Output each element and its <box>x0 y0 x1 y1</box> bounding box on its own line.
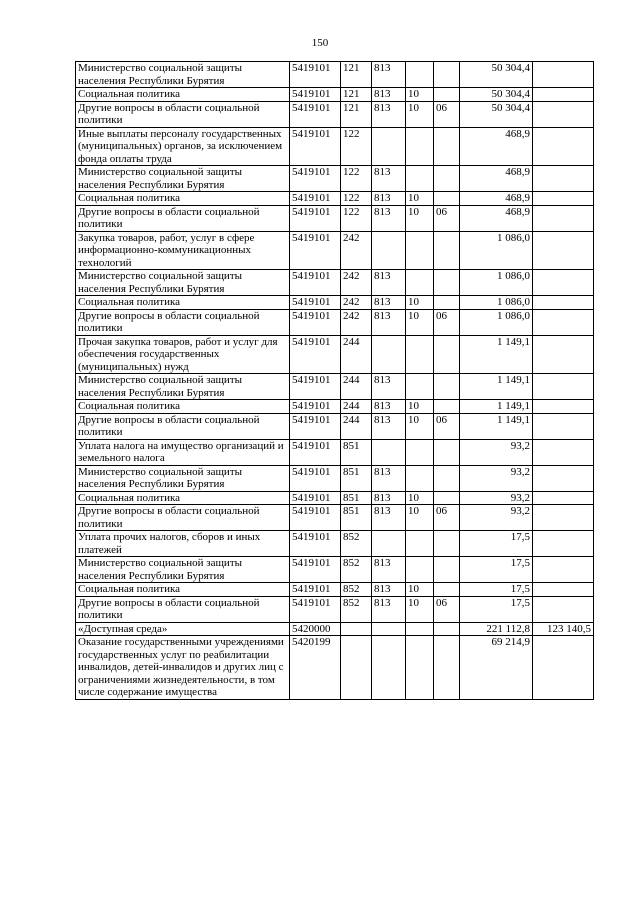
administrator-code-cell: 813 <box>372 270 406 296</box>
expense-type-cell: 122 <box>341 127 372 166</box>
row-name-cell: Министерство социальной защиты населения Республики Бурятия <box>76 557 290 583</box>
subsection-cell <box>434 531 460 557</box>
section-cell: 10 <box>406 205 434 231</box>
row-name-cell: Социальная политика <box>76 400 290 414</box>
target-article-cell: 5420199 <box>290 636 341 700</box>
target-article-cell: 5419101 <box>290 127 341 166</box>
administrator-code-cell <box>372 127 406 166</box>
extra-amount-cell <box>533 596 594 622</box>
table-row <box>76 622 594 636</box>
section-cell: 10 <box>406 583 434 597</box>
extra-amount-cell <box>533 296 594 310</box>
target-article-cell: 5419101 <box>290 270 341 296</box>
subsection-cell <box>434 62 460 88</box>
table-row <box>76 270 594 296</box>
row-name-cell: Другие вопросы в области социальной политики <box>76 101 290 127</box>
subsection-cell <box>434 583 460 597</box>
section-cell: 10 <box>406 296 434 310</box>
table-row <box>76 335 594 374</box>
section-cell <box>406 270 434 296</box>
target-article-cell: 5419101 <box>290 491 341 505</box>
subsection-cell <box>434 270 460 296</box>
section-cell: 10 <box>406 88 434 102</box>
amount-cell: 93,2 <box>460 465 533 491</box>
administrator-code-cell: 813 <box>372 400 406 414</box>
table-row <box>76 465 594 491</box>
target-article-cell: 5419101 <box>290 557 341 583</box>
table-row <box>76 231 594 270</box>
administrator-code-cell <box>372 622 406 636</box>
administrator-code-cell: 813 <box>372 192 406 206</box>
extra-amount-cell <box>533 583 594 597</box>
extra-amount-cell <box>533 101 594 127</box>
budget-table-body <box>76 62 594 700</box>
amount-cell: 468,9 <box>460 166 533 192</box>
table-row <box>76 400 594 414</box>
table-row <box>76 88 594 102</box>
target-article-cell: 5419101 <box>290 166 341 192</box>
amount-cell: 1 086,0 <box>460 309 533 335</box>
target-article-cell: 5419101 <box>290 296 341 310</box>
amount-cell: 93,2 <box>460 505 533 531</box>
section-cell <box>406 531 434 557</box>
extra-amount-cell <box>533 166 594 192</box>
target-article-cell: 5419101 <box>290 62 341 88</box>
table-row <box>76 557 594 583</box>
row-name-cell: Социальная политика <box>76 296 290 310</box>
section-cell <box>406 557 434 583</box>
expense-type-cell: 121 <box>341 101 372 127</box>
table-row <box>76 374 594 400</box>
row-name-cell: Министерство социальной защиты населения Республики Бурятия <box>76 465 290 491</box>
section-cell <box>406 62 434 88</box>
target-article-cell: 5419101 <box>290 583 341 597</box>
expense-type-cell: 244 <box>341 400 372 414</box>
extra-amount-cell <box>533 335 594 374</box>
expense-type-cell <box>341 622 372 636</box>
expense-type-cell: 242 <box>341 270 372 296</box>
section-cell: 10 <box>406 101 434 127</box>
amount-cell: 50 304,4 <box>460 88 533 102</box>
administrator-code-cell: 813 <box>372 205 406 231</box>
section-cell: 10 <box>406 309 434 335</box>
table-row <box>76 192 594 206</box>
subsection-cell <box>434 622 460 636</box>
administrator-code-cell: 813 <box>372 296 406 310</box>
administrator-code-cell: 813 <box>372 505 406 531</box>
target-article-cell: 5419101 <box>290 374 341 400</box>
row-name-cell: Закупка товаров, работ, услуг в сфере информационно-коммуникационных технологий <box>76 231 290 270</box>
row-name-cell: Другие вопросы в области социальной политики <box>76 596 290 622</box>
expense-type-cell: 121 <box>341 62 372 88</box>
subsection-cell <box>434 88 460 102</box>
administrator-code-cell <box>372 439 406 465</box>
target-article-cell: 5419101 <box>290 465 341 491</box>
amount-cell: 468,9 <box>460 192 533 206</box>
extra-amount-cell <box>533 270 594 296</box>
amount-cell: 1 086,0 <box>460 231 533 270</box>
table-row <box>76 296 594 310</box>
target-article-cell: 5419101 <box>290 309 341 335</box>
subsection-cell <box>434 335 460 374</box>
extra-amount-cell <box>533 413 594 439</box>
row-name-cell: Социальная политика <box>76 491 290 505</box>
administrator-code-cell <box>372 531 406 557</box>
subsection-cell <box>434 166 460 192</box>
row-name-cell: Социальная политика <box>76 583 290 597</box>
target-article-cell: 5419101 <box>290 205 341 231</box>
expense-type-cell: 242 <box>341 296 372 310</box>
subsection-cell <box>434 374 460 400</box>
amount-cell: 17,5 <box>460 557 533 583</box>
row-name-cell: Другие вопросы в области социальной политики <box>76 505 290 531</box>
subsection-cell <box>434 636 460 700</box>
table-row <box>76 205 594 231</box>
section-cell: 10 <box>406 192 434 206</box>
section-cell: 10 <box>406 413 434 439</box>
row-name-cell: Социальная политика <box>76 192 290 206</box>
expense-type-cell: 244 <box>341 335 372 374</box>
row-name-cell: Другие вопросы в области социальной политики <box>76 309 290 335</box>
expense-type-cell <box>341 636 372 700</box>
amount-cell: 468,9 <box>460 127 533 166</box>
row-name-cell: Министерство социальной защиты населения Республики Бурятия <box>76 62 290 88</box>
amount-cell: 93,2 <box>460 491 533 505</box>
administrator-code-cell: 813 <box>372 62 406 88</box>
amount-cell: 17,5 <box>460 596 533 622</box>
expense-type-cell: 852 <box>341 557 372 583</box>
table-row <box>76 101 594 127</box>
subsection-cell <box>434 231 460 270</box>
row-name-cell: Иные выплаты персоналу государственных (муниципальных) органов, за исключением фонда оплаты труда <box>76 127 290 166</box>
subsection-cell <box>434 465 460 491</box>
section-cell <box>406 439 434 465</box>
extra-amount-cell <box>533 205 594 231</box>
administrator-code-cell <box>372 636 406 700</box>
expense-type-cell: 244 <box>341 413 372 439</box>
amount-cell: 50 304,4 <box>460 101 533 127</box>
administrator-code-cell <box>372 335 406 374</box>
row-name-cell: Прочая закупка товаров, работ и услуг для обеспечения государственных (муниципальных) нужд <box>76 335 290 374</box>
target-article-cell: 5419101 <box>290 413 341 439</box>
subsection-cell: 06 <box>434 596 460 622</box>
row-name-cell: «Доступная среда» <box>76 622 290 636</box>
table-row <box>76 309 594 335</box>
table-row <box>76 596 594 622</box>
extra-amount-cell <box>533 127 594 166</box>
amount-cell: 221 112,8 <box>460 622 533 636</box>
table-row <box>76 127 594 166</box>
administrator-code-cell: 813 <box>372 309 406 335</box>
expense-type-cell: 851 <box>341 491 372 505</box>
administrator-code-cell: 813 <box>372 166 406 192</box>
section-cell <box>406 166 434 192</box>
row-name-cell: Социальная политика <box>76 88 290 102</box>
extra-amount-cell <box>533 374 594 400</box>
row-name-cell: Другие вопросы в области социальной политики <box>76 205 290 231</box>
row-name-cell: Уплата прочих налогов, сборов и иных платежей <box>76 531 290 557</box>
administrator-code-cell: 813 <box>372 583 406 597</box>
expense-type-cell: 121 <box>341 88 372 102</box>
target-article-cell: 5419101 <box>290 335 341 374</box>
table-row <box>76 491 594 505</box>
extra-amount-cell <box>533 557 594 583</box>
administrator-code-cell: 813 <box>372 374 406 400</box>
expense-type-cell: 851 <box>341 505 372 531</box>
subsection-cell: 06 <box>434 205 460 231</box>
section-cell <box>406 636 434 700</box>
table-row <box>76 166 594 192</box>
subsection-cell <box>434 400 460 414</box>
subsection-cell: 06 <box>434 413 460 439</box>
target-article-cell: 5419101 <box>290 101 341 127</box>
administrator-code-cell: 813 <box>372 101 406 127</box>
section-cell: 10 <box>406 596 434 622</box>
row-name-cell: Министерство социальной защиты населения Республики Бурятия <box>76 270 290 296</box>
amount-cell: 1 149,1 <box>460 335 533 374</box>
expense-type-cell: 122 <box>341 192 372 206</box>
extra-amount-cell <box>533 465 594 491</box>
administrator-code-cell <box>372 231 406 270</box>
table-row <box>76 636 594 700</box>
administrator-code-cell: 813 <box>372 413 406 439</box>
section-cell <box>406 465 434 491</box>
amount-cell: 1 149,1 <box>460 374 533 400</box>
administrator-code-cell: 813 <box>372 491 406 505</box>
subsection-cell: 06 <box>434 505 460 531</box>
section-cell <box>406 231 434 270</box>
amount-cell: 1 149,1 <box>460 413 533 439</box>
subsection-cell <box>434 557 460 583</box>
row-name-cell: Другие вопросы в области социальной политики <box>76 413 290 439</box>
subsection-cell <box>434 296 460 310</box>
section-cell <box>406 127 434 166</box>
extra-amount-cell <box>533 62 594 88</box>
page-number: 150 <box>311 37 329 49</box>
amount-cell: 17,5 <box>460 531 533 557</box>
expense-type-cell: 852 <box>341 583 372 597</box>
amount-cell: 93,2 <box>460 439 533 465</box>
subsection-cell <box>434 439 460 465</box>
table-row <box>76 439 594 465</box>
expense-type-cell: 852 <box>341 596 372 622</box>
section-cell: 10 <box>406 491 434 505</box>
administrator-code-cell: 813 <box>372 596 406 622</box>
amount-cell: 468,9 <box>460 205 533 231</box>
extra-amount-cell <box>533 636 594 700</box>
section-cell <box>406 374 434 400</box>
table-row <box>76 62 594 88</box>
section-cell <box>406 335 434 374</box>
expense-type-cell: 122 <box>341 205 372 231</box>
subsection-cell <box>434 491 460 505</box>
extra-amount-cell <box>533 439 594 465</box>
expense-type-cell: 122 <box>341 166 372 192</box>
subsection-cell: 06 <box>434 309 460 335</box>
row-name-cell: Министерство социальной защиты населения Республики Бурятия <box>76 166 290 192</box>
expense-type-cell: 244 <box>341 374 372 400</box>
expense-type-cell: 242 <box>341 231 372 270</box>
table-row <box>76 531 594 557</box>
subsection-cell <box>434 127 460 166</box>
section-cell: 10 <box>406 505 434 531</box>
administrator-code-cell: 813 <box>372 465 406 491</box>
expense-type-cell: 851 <box>341 439 372 465</box>
amount-cell: 17,5 <box>460 583 533 597</box>
target-article-cell: 5419101 <box>290 505 341 531</box>
subsection-cell: 06 <box>434 101 460 127</box>
target-article-cell: 5419101 <box>290 531 341 557</box>
amount-cell: 1 086,0 <box>460 296 533 310</box>
section-cell <box>406 622 434 636</box>
target-article-cell: 5419101 <box>290 439 341 465</box>
row-name-cell: Уплата налога на имущество организаций и земельного налога <box>76 439 290 465</box>
subsection-cell <box>434 192 460 206</box>
extra-amount-cell <box>533 88 594 102</box>
expense-type-cell: 851 <box>341 465 372 491</box>
section-cell: 10 <box>406 400 434 414</box>
target-article-cell: 5419101 <box>290 400 341 414</box>
table-row <box>76 413 594 439</box>
row-name-cell: Министерство социальной защиты населения Республики Бурятия <box>76 374 290 400</box>
row-name-cell: Оказание государственными учреждениями государственных услуг по реабилитации инвалидов, детей-инвалидов и других лиц с ограничениями жизнедеятельности, в том числе содержание имущества <box>76 636 290 700</box>
target-article-cell: 5419101 <box>290 192 341 206</box>
amount-cell: 1 086,0 <box>460 270 533 296</box>
extra-amount-cell <box>533 505 594 531</box>
amount-cell: 50 304,4 <box>460 62 533 88</box>
target-article-cell: 5419101 <box>290 596 341 622</box>
expense-type-cell: 242 <box>341 309 372 335</box>
target-article-cell: 5420000 <box>290 622 341 636</box>
administrator-code-cell: 813 <box>372 88 406 102</box>
amount-cell: 69 214,9 <box>460 636 533 700</box>
expense-type-cell: 852 <box>341 531 372 557</box>
extra-amount-cell: 123 140,5 <box>533 622 594 636</box>
target-article-cell: 5419101 <box>290 231 341 270</box>
extra-amount-cell <box>533 192 594 206</box>
table-row <box>76 505 594 531</box>
extra-amount-cell <box>533 400 594 414</box>
target-article-cell: 5419101 <box>290 88 341 102</box>
extra-amount-cell <box>533 309 594 335</box>
amount-cell: 1 149,1 <box>460 400 533 414</box>
extra-amount-cell <box>533 231 594 270</box>
administrator-code-cell: 813 <box>372 557 406 583</box>
table-row <box>76 583 594 597</box>
extra-amount-cell <box>533 531 594 557</box>
extra-amount-cell <box>533 491 594 505</box>
budget-table <box>75 61 594 700</box>
